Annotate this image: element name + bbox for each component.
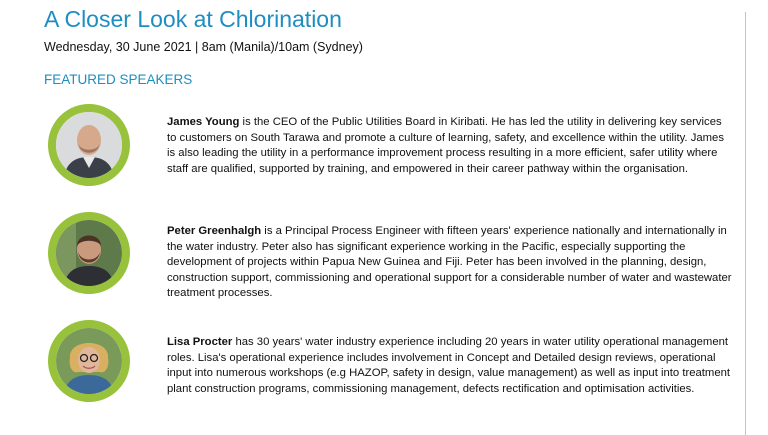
page-title: A Closer Look at Chlorination xyxy=(44,6,342,32)
speaker-name: Lisa Procter xyxy=(167,336,233,348)
speaker-name: James Young xyxy=(167,116,240,128)
portrait-bald-man xyxy=(56,112,122,178)
speaker-bio xyxy=(167,224,732,302)
speaker-name: Peter Greenhalgh xyxy=(167,225,262,237)
portrait-woman-glasses xyxy=(56,328,122,394)
speaker-bio-text: has 30 years' water industry experience including 20 years in water utility operational management roles. Lisa's operational experience includes involvement in Concept and Detailed design reviews, operational input into numerous workshops (e.g HAZOP, safety in design, value management) as well as input into treatment plant construction programs, commissioning management, defects rectification and optimisation activities. xyxy=(167,336,731,395)
speaker-bio xyxy=(167,115,732,177)
speaker-photo xyxy=(48,212,130,294)
section-heading: FEATURED SPEAKERS xyxy=(44,72,193,87)
portrait-man-beard xyxy=(56,220,122,286)
speaker-bio xyxy=(167,335,732,397)
speaker-photo xyxy=(48,104,130,186)
speaker-photo xyxy=(48,320,130,402)
event-date-time: Wednesday, 30 June 2021 | 8am (Manila)/10am (Sydney) xyxy=(44,40,363,54)
vertical-divider xyxy=(745,12,746,435)
speaker-bio-text: is the CEO of the Public Utilities Board in Kiribati. He has led the utility in delivering key services to customers on South Tarawa and promote a culture of learning, safety, and excellence within the utility. James is also leading the utility in a performance improvement process resulting in a more efficient, safer utility where staff are qualified, supported by training, and empowered in their career pathway within the organisation. xyxy=(167,116,724,175)
speaker-bio-text: is a Principal Process Engineer with fifteen years' experience nationally and internationally in the water industry. Peter also has significant experience working in the Pacific, especially supporting the development of projects within Papua New Guinea and Fiji. Peter has been involved in the planning, design, construction support, commissioning and operational support for a considerable number of water and wastewater treatment processes. xyxy=(167,225,732,300)
